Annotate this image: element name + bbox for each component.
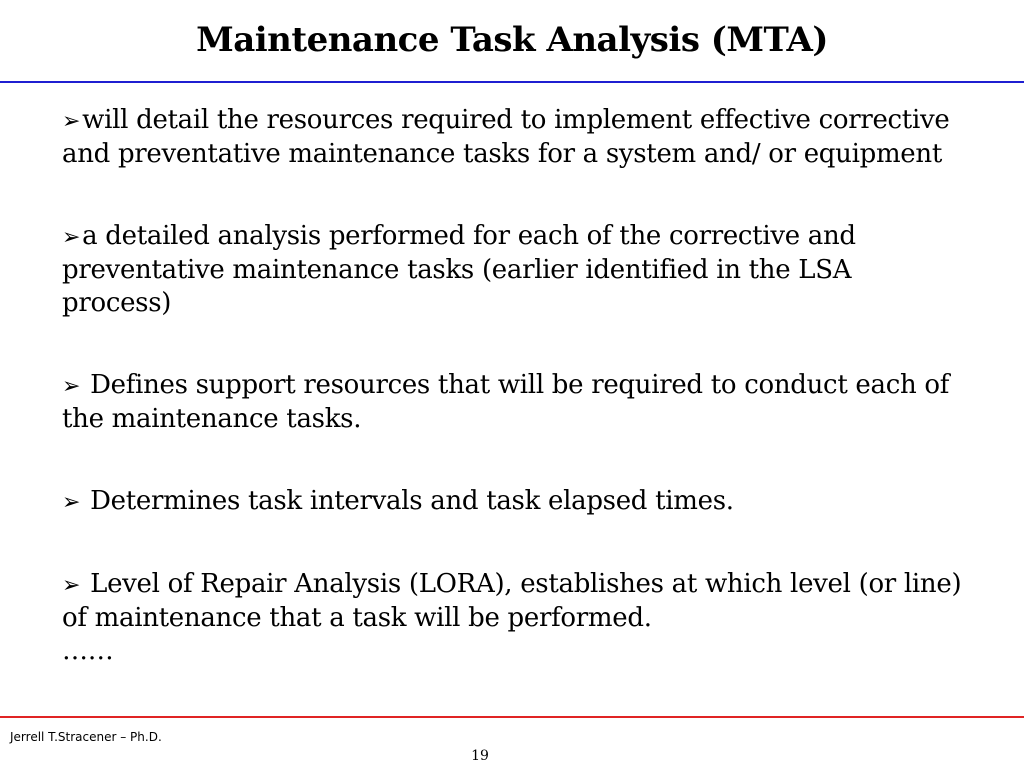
bullet-item (62, 369, 962, 436)
slide-title: Maintenance Task Analysis (MTA) (196, 20, 828, 60)
author-credit: Jerrell T.Stracener – Ph.D. (10, 730, 162, 744)
bullet-text: Defines support resources that will be required to conduct each of the maintenance tasks. (62, 370, 950, 434)
arrow-bullet-icon: ➢ (62, 225, 81, 250)
bullet-text: Determines task intervals and task elapsed times. (82, 486, 734, 516)
bullet-item (62, 104, 962, 171)
title-divider (0, 81, 1024, 83)
bullet-list (62, 104, 962, 668)
bullet-text: a detailed analysis performed for each of the corrective and preventative maintenance tasks (earlier identified in the LSA process) (62, 221, 856, 318)
arrow-bullet-icon: ➢ (62, 374, 81, 399)
bullet-item (62, 485, 962, 519)
arrow-bullet-icon: ➢ (62, 490, 81, 515)
bullet-text: Level of Repair Analysis (LORA), establishes at which level (or line) of maintenance that a task will be performed. (62, 569, 962, 633)
bullet-item (62, 220, 962, 320)
footer-divider (0, 716, 1024, 718)
arrow-bullet-icon: ➢ (62, 109, 81, 134)
page-number: 19 (471, 748, 489, 764)
arrow-bullet-icon: ➢ (62, 573, 81, 598)
bullet-text: will detail the resources required to implement effective corrective and preventative maintenance tasks for a system and/ or equipment (62, 105, 950, 169)
bullet-item (62, 568, 962, 668)
continuation-ellipsis: …… (62, 636, 114, 666)
